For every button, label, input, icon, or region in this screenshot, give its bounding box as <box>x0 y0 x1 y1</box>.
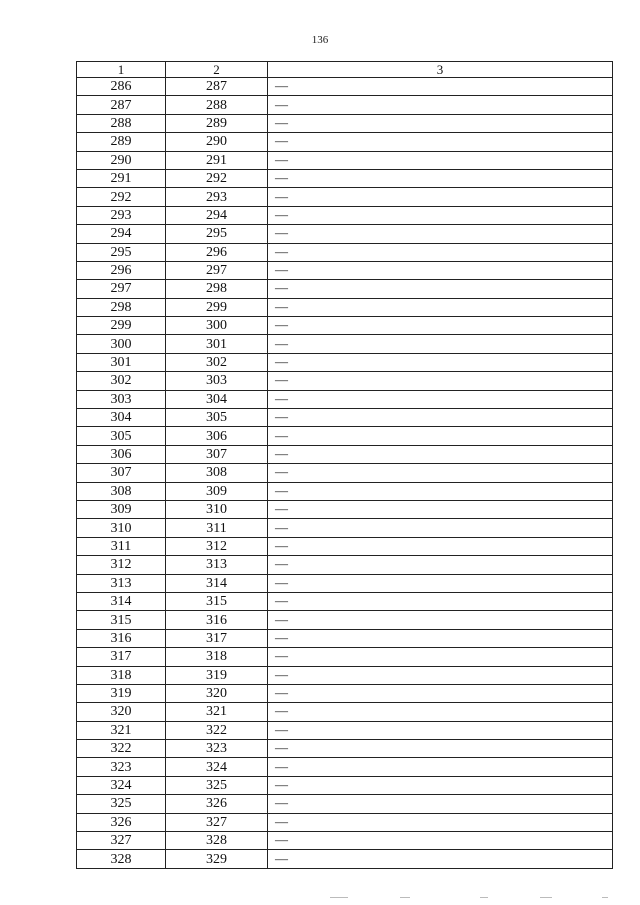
table-row <box>77 740 613 758</box>
cell-col-1: 292 <box>77 188 166 206</box>
dash-mark: — <box>275 611 288 627</box>
cell-col-2: 305 <box>166 409 268 427</box>
cell-col-3 <box>268 611 613 629</box>
cell-col-2: 299 <box>166 298 268 316</box>
cell-col-3 <box>268 740 613 758</box>
dash-mark: — <box>275 96 288 112</box>
cell-col-3 <box>268 684 613 702</box>
cell-col-2: 310 <box>166 500 268 518</box>
cell-col-3 <box>268 648 613 666</box>
cell-col-3 <box>268 169 613 187</box>
dash-mark: — <box>275 280 288 296</box>
cell-col-1: 309 <box>77 500 166 518</box>
cell-col-2: 306 <box>166 427 268 445</box>
column-header-1: 1 <box>77 62 166 78</box>
cell-col-1: 305 <box>77 427 166 445</box>
table-row <box>77 629 613 647</box>
cell-col-2: 323 <box>166 740 268 758</box>
cell-col-2: 296 <box>166 243 268 261</box>
cell-col-1: 310 <box>77 519 166 537</box>
cell-col-3 <box>268 96 613 114</box>
cell-col-2: 311 <box>166 519 268 537</box>
cell-col-2: 300 <box>166 317 268 335</box>
cell-col-1: 299 <box>77 317 166 335</box>
dash-mark: — <box>275 262 288 278</box>
cell-col-1: 296 <box>77 261 166 279</box>
cell-col-2: 312 <box>166 537 268 555</box>
cell-col-1: 286 <box>77 78 166 96</box>
cell-col-3 <box>268 225 613 243</box>
cell-col-2: 328 <box>166 832 268 850</box>
table-row <box>77 703 613 721</box>
cell-col-2: 295 <box>166 225 268 243</box>
cell-col-1: 295 <box>77 243 166 261</box>
cell-col-3 <box>268 721 613 739</box>
cell-col-1: 320 <box>77 703 166 721</box>
cell-col-2: 320 <box>166 684 268 702</box>
dash-mark: — <box>275 243 288 259</box>
table-row <box>77 169 613 187</box>
cell-col-2: 290 <box>166 133 268 151</box>
cell-col-1: 328 <box>77 850 166 868</box>
cell-col-1: 302 <box>77 372 166 390</box>
table-row <box>77 151 613 169</box>
table-row <box>77 372 613 390</box>
table-row <box>77 574 613 592</box>
cell-col-1: 324 <box>77 776 166 794</box>
dash-mark: — <box>275 188 288 204</box>
cell-col-3 <box>268 795 613 813</box>
cell-col-1: 298 <box>77 298 166 316</box>
cell-col-2: 314 <box>166 574 268 592</box>
cell-col-2: 307 <box>166 445 268 463</box>
cell-col-1: 322 <box>77 740 166 758</box>
dash-mark: — <box>275 850 288 866</box>
cell-col-3 <box>268 464 613 482</box>
cell-col-2: 291 <box>166 151 268 169</box>
table-row <box>77 409 613 427</box>
cell-col-2: 298 <box>166 280 268 298</box>
cell-col-1: 294 <box>77 225 166 243</box>
cell-col-2: 293 <box>166 188 268 206</box>
cell-col-2: 289 <box>166 114 268 132</box>
dash-mark: — <box>275 335 288 351</box>
dash-mark: — <box>275 409 288 425</box>
dash-mark: — <box>275 151 288 167</box>
cell-col-3 <box>268 537 613 555</box>
cell-col-1: 288 <box>77 114 166 132</box>
cell-col-1: 290 <box>77 151 166 169</box>
cell-col-1: 304 <box>77 409 166 427</box>
dash-mark: — <box>275 354 288 370</box>
cell-col-3 <box>268 482 613 500</box>
dash-mark: — <box>275 372 288 388</box>
cell-col-2: 319 <box>166 666 268 684</box>
cell-col-2: 325 <box>166 776 268 794</box>
dash-mark: — <box>275 685 288 701</box>
table-row <box>77 261 613 279</box>
dash-mark: — <box>275 795 288 811</box>
table-row <box>77 813 613 831</box>
table-row <box>77 482 613 500</box>
dash-mark: — <box>275 170 288 186</box>
table-row <box>77 500 613 518</box>
table-row <box>77 592 613 610</box>
cell-col-2: 287 <box>166 78 268 96</box>
cell-col-2: 301 <box>166 335 268 353</box>
cell-col-3 <box>268 629 613 647</box>
cell-col-2: 303 <box>166 372 268 390</box>
dash-mark: — <box>275 206 288 222</box>
scan-artifact-marks <box>330 895 620 901</box>
cell-col-1: 319 <box>77 684 166 702</box>
cell-col-1: 293 <box>77 206 166 224</box>
table-row <box>77 684 613 702</box>
dash-mark: — <box>275 78 288 94</box>
column-header-3: 3 <box>268 62 613 78</box>
cell-col-1: 318 <box>77 666 166 684</box>
cell-col-3 <box>268 188 613 206</box>
table-row <box>77 850 613 868</box>
cell-col-3 <box>268 666 613 684</box>
cell-col-2: 297 <box>166 261 268 279</box>
cell-col-1: 303 <box>77 390 166 408</box>
cell-col-3 <box>268 151 613 169</box>
dash-mark: — <box>275 317 288 333</box>
cell-col-3 <box>268 335 613 353</box>
cell-col-2: 294 <box>166 206 268 224</box>
cell-col-3 <box>268 114 613 132</box>
table-row <box>77 758 613 776</box>
dash-mark: — <box>275 556 288 572</box>
dash-mark: — <box>275 758 288 774</box>
table-row <box>77 556 613 574</box>
cell-col-1: 321 <box>77 721 166 739</box>
cell-col-3 <box>268 298 613 316</box>
table-row <box>77 133 613 151</box>
dash-mark: — <box>275 629 288 645</box>
cell-col-2: 304 <box>166 390 268 408</box>
cell-col-1: 300 <box>77 335 166 353</box>
dash-mark: — <box>275 703 288 719</box>
table-row <box>77 188 613 206</box>
dash-mark: — <box>275 446 288 461</box>
column-header-2: 2 <box>166 62 268 78</box>
cell-col-2: 327 <box>166 813 268 831</box>
cell-col-3 <box>268 445 613 463</box>
table-row <box>77 464 613 482</box>
cell-col-1: 327 <box>77 832 166 850</box>
table-row <box>77 280 613 298</box>
cell-col-2: 318 <box>166 648 268 666</box>
cell-col-2: 288 <box>166 96 268 114</box>
dash-mark: — <box>275 427 288 443</box>
dash-mark: — <box>275 133 288 149</box>
cell-col-1: 312 <box>77 556 166 574</box>
table-row <box>77 114 613 132</box>
page-number: 136 <box>311 34 329 46</box>
cell-col-3 <box>268 813 613 831</box>
cell-col-3 <box>268 133 613 151</box>
cell-col-3 <box>268 519 613 537</box>
cell-col-2: 302 <box>166 353 268 371</box>
cell-col-3 <box>268 556 613 574</box>
cell-col-1: 291 <box>77 169 166 187</box>
cell-col-3 <box>268 390 613 408</box>
cell-col-1: 313 <box>77 574 166 592</box>
cell-col-3 <box>268 500 613 518</box>
cell-col-2: 309 <box>166 482 268 500</box>
cell-col-2: 329 <box>166 850 268 868</box>
table-row <box>77 445 613 463</box>
cell-col-2: 317 <box>166 629 268 647</box>
cell-col-2: 292 <box>166 169 268 187</box>
table-row <box>77 537 613 555</box>
cell-col-1: 307 <box>77 464 166 482</box>
dash-mark: — <box>275 501 288 517</box>
cell-col-3 <box>268 372 613 390</box>
cell-col-2: 326 <box>166 795 268 813</box>
cell-col-3 <box>268 832 613 850</box>
cell-col-3 <box>268 703 613 721</box>
table-header-row <box>77 62 613 78</box>
cell-col-3 <box>268 78 613 96</box>
cell-col-1: 314 <box>77 592 166 610</box>
cell-col-2: 308 <box>166 464 268 482</box>
dash-mark: — <box>275 537 288 553</box>
dash-mark: — <box>275 298 288 314</box>
cell-col-2: 315 <box>166 592 268 610</box>
table-row <box>77 519 613 537</box>
table-row <box>77 317 613 335</box>
cell-col-3 <box>268 243 613 261</box>
table-row <box>77 353 613 371</box>
cell-col-2: 324 <box>166 758 268 776</box>
table-row <box>77 721 613 739</box>
cell-col-3 <box>268 574 613 592</box>
cell-col-2: 321 <box>166 703 268 721</box>
cell-col-3 <box>268 427 613 445</box>
cell-col-1: 316 <box>77 629 166 647</box>
cell-col-1: 317 <box>77 648 166 666</box>
dash-mark: — <box>275 740 288 756</box>
table-row <box>77 206 613 224</box>
table-row <box>77 225 613 243</box>
cell-col-3 <box>268 280 613 298</box>
cell-col-2: 313 <box>166 556 268 574</box>
cell-col-1: 306 <box>77 445 166 463</box>
dash-mark: — <box>275 666 288 682</box>
table-row <box>77 776 613 794</box>
cell-col-3 <box>268 317 613 335</box>
dash-mark: — <box>275 648 288 664</box>
cell-col-2: 322 <box>166 721 268 739</box>
table-row <box>77 96 613 114</box>
dash-mark: — <box>275 225 288 241</box>
dash-mark: — <box>275 832 288 848</box>
cell-col-1: 311 <box>77 537 166 555</box>
cell-col-3 <box>268 206 613 224</box>
table-row <box>77 427 613 445</box>
table-row <box>77 611 613 629</box>
cell-col-3 <box>268 758 613 776</box>
cell-col-3 <box>268 776 613 794</box>
cell-col-3 <box>268 261 613 279</box>
table-row <box>77 390 613 408</box>
dash-mark: — <box>275 721 288 737</box>
cell-col-1: 287 <box>77 96 166 114</box>
dash-mark: — <box>275 593 288 609</box>
dash-mark: — <box>275 813 288 829</box>
dash-mark: — <box>275 482 288 498</box>
table-row <box>77 243 613 261</box>
cell-col-1: 297 <box>77 280 166 298</box>
cell-col-1: 301 <box>77 353 166 371</box>
table-row <box>77 832 613 850</box>
dash-mark: — <box>275 114 288 130</box>
table-row <box>77 648 613 666</box>
cell-col-1: 308 <box>77 482 166 500</box>
table-row <box>77 78 613 96</box>
cell-col-3 <box>268 592 613 610</box>
cell-col-3 <box>268 409 613 427</box>
dash-mark: — <box>275 390 288 406</box>
dash-mark: — <box>275 777 288 793</box>
table-row <box>77 335 613 353</box>
cell-col-3 <box>268 850 613 868</box>
cell-col-1: 289 <box>77 133 166 151</box>
cell-col-1: 325 <box>77 795 166 813</box>
dash-mark: — <box>275 574 288 590</box>
table-row <box>77 666 613 684</box>
cell-col-2: 316 <box>166 611 268 629</box>
dash-mark: — <box>275 464 288 480</box>
data-table <box>76 61 613 869</box>
cell-col-1: 323 <box>77 758 166 776</box>
cell-col-1: 326 <box>77 813 166 831</box>
table-row <box>77 298 613 316</box>
table-row <box>77 795 613 813</box>
cell-col-3 <box>268 353 613 371</box>
cell-col-1: 315 <box>77 611 166 629</box>
table-body <box>77 78 613 869</box>
dash-mark: — <box>275 519 288 535</box>
